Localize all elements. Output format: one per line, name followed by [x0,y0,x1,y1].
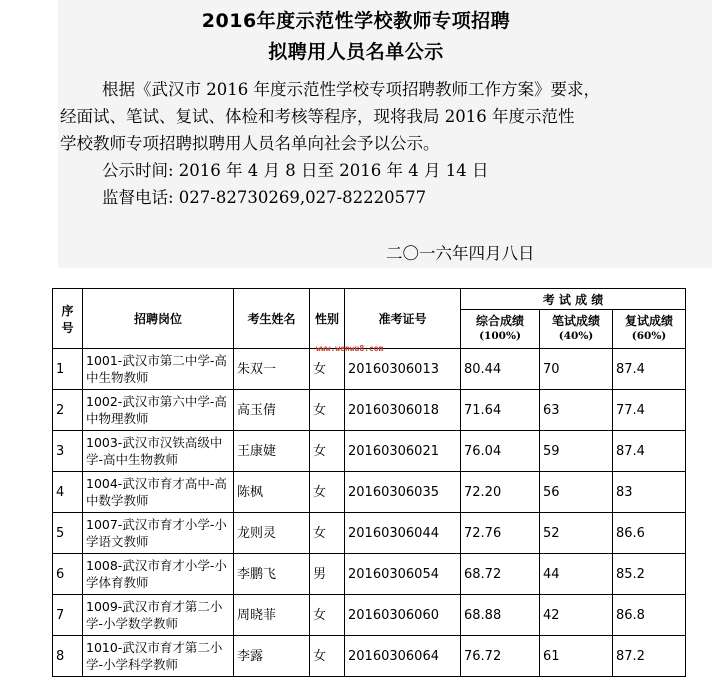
table-row [53,431,686,472]
cell-written-score: 59 [540,431,613,472]
cell-gender: 女 [310,513,345,554]
cell-written-score: 52 [540,513,613,554]
cell-total-score: 76.04 [461,431,540,472]
cell-gender: 女 [310,636,345,677]
table-row [53,349,686,390]
table-row [53,554,686,595]
cell-exam-id: 20160306044 [345,513,461,554]
cell-position: 1009-武汉市育才第二小学-小学数学教师 [83,595,234,636]
table-row [53,595,686,636]
cell-total-score: 76.72 [461,636,540,677]
cell-name: 高玉倩 [234,390,310,431]
cell-exam-id: 20160306060 [345,595,461,636]
page-title: 2016年度示范性学校教师专项招聘 [201,10,511,32]
cell-seq: 5 [53,513,83,554]
notice-paragraph-line-3: 学校教师专项招聘拟聘用人员名单向社会予以公示。 [60,134,440,153]
cell-seq: 7 [53,595,83,636]
header-position: 招聘岗位 [83,289,234,349]
cell-name: 朱双一 [234,349,310,390]
cell-seq: 6 [53,554,83,595]
cell-name: 王康婕 [234,431,310,472]
cell-gender: 女 [310,349,345,390]
cell-position: 1008-武汉市育才小学-小学体育教师 [83,554,234,595]
cell-seq: 4 [53,472,83,513]
cell-gender: 女 [310,431,345,472]
table-row [53,636,686,677]
cell-name: 李鹏飞 [234,554,310,595]
cell-seq: 8 [53,636,83,677]
table-row [53,513,686,554]
cell-total-score: 68.72 [461,554,540,595]
cell-written-score: 61 [540,636,613,677]
cell-name: 周晓菲 [234,595,310,636]
header-retest-score [613,310,686,349]
cell-gender: 女 [310,472,345,513]
cell-exam-id: 20160306013 [345,349,461,390]
cell-written-score: 56 [540,472,613,513]
cell-retest-score: 87.2 [613,636,686,677]
header-written-scale: (40%) [558,330,594,342]
cell-name: 李露 [234,636,310,677]
header-seq: 序号 [53,289,83,349]
header-total-label: 综合成绩 [475,314,524,328]
cell-position: 1003-武汉市汉铁高级中学-高中生物教师 [83,431,234,472]
cell-written-score: 42 [540,595,613,636]
cell-gender: 女 [310,595,345,636]
header-written-score [540,310,613,349]
notice-period: 公示时间: 2016 年 4 月 8 日至 2016 年 4 月 14 日 [102,161,489,180]
header-written-label: 笔试成绩 [551,314,600,328]
notice-date: 二〇一六年四月八日 [386,244,535,263]
cell-exam-id: 20160306064 [345,636,461,677]
table-body [53,349,686,677]
cell-total-score: 80.44 [461,349,540,390]
page-subtitle: 拟聘用人员名单公示 [268,41,444,63]
cell-total-score: 71.64 [461,390,540,431]
cell-retest-score: 77.4 [613,390,686,431]
header-exam-id: 准考证号 [345,289,461,349]
cell-position: 1007-武汉市育才小学-小学语文教师 [83,513,234,554]
notice-paragraph-line-1: 根据《武汉市 2016 年度示范性学校专项招聘教师工作方案》要求， [102,80,600,99]
cell-position: 1001-武汉市第二中学-高中生物教师 [83,349,234,390]
cell-written-score: 70 [540,349,613,390]
watermark: www.wenwu8.com [316,344,384,353]
cell-written-score: 63 [540,390,613,431]
cell-total-score: 72.76 [461,513,540,554]
cell-exam-id: 20160306054 [345,554,461,595]
header-retest-label: 复试成绩 [624,314,673,328]
table-row [53,472,686,513]
cell-position: 1010-武汉市育才第二小学-小学科学教师 [83,636,234,677]
cell-exam-id: 20160306035 [345,472,461,513]
cell-retest-score: 87.4 [613,431,686,472]
notice-paragraph-line-2: 经面试、笔试、复试、体检和考核等程序，现将我局 2016 年度示范性 [60,107,575,126]
header-scores-group: 考 试 成 绩 [461,289,686,310]
cell-retest-score: 86.6 [613,513,686,554]
cell-exam-id: 20160306021 [345,431,461,472]
cell-name: 陈枫 [234,472,310,513]
cell-written-score: 44 [540,554,613,595]
cell-seq: 3 [53,431,83,472]
cell-position: 1002-武汉市第六中学-高中物理教师 [83,390,234,431]
cell-retest-score: 83 [613,472,686,513]
cell-retest-score: 85.2 [613,554,686,595]
header-retest-scale: (60%) [631,330,667,342]
cell-name: 龙则灵 [234,513,310,554]
supervision-phone: 监督电话: 027-82730269,027-82220577 [102,188,427,207]
table-row [53,390,686,431]
cell-exam-id: 20160306018 [345,390,461,431]
header-gender: 性别 [310,289,345,349]
cell-seq: 2 [53,390,83,431]
cell-total-score: 72.20 [461,472,540,513]
header-name: 考生姓名 [234,289,310,349]
cell-total-score: 68.88 [461,595,540,636]
cell-retest-score: 86.8 [613,595,686,636]
header-total-score [461,310,540,349]
cell-position: 1004-武汉市育才高中-高中数学教师 [83,472,234,513]
cell-gender: 女 [310,390,345,431]
cell-seq: 1 [53,349,83,390]
cell-retest-score: 87.4 [613,349,686,390]
header-total-scale: (100%) [479,330,521,342]
cell-gender: 男 [310,554,345,595]
